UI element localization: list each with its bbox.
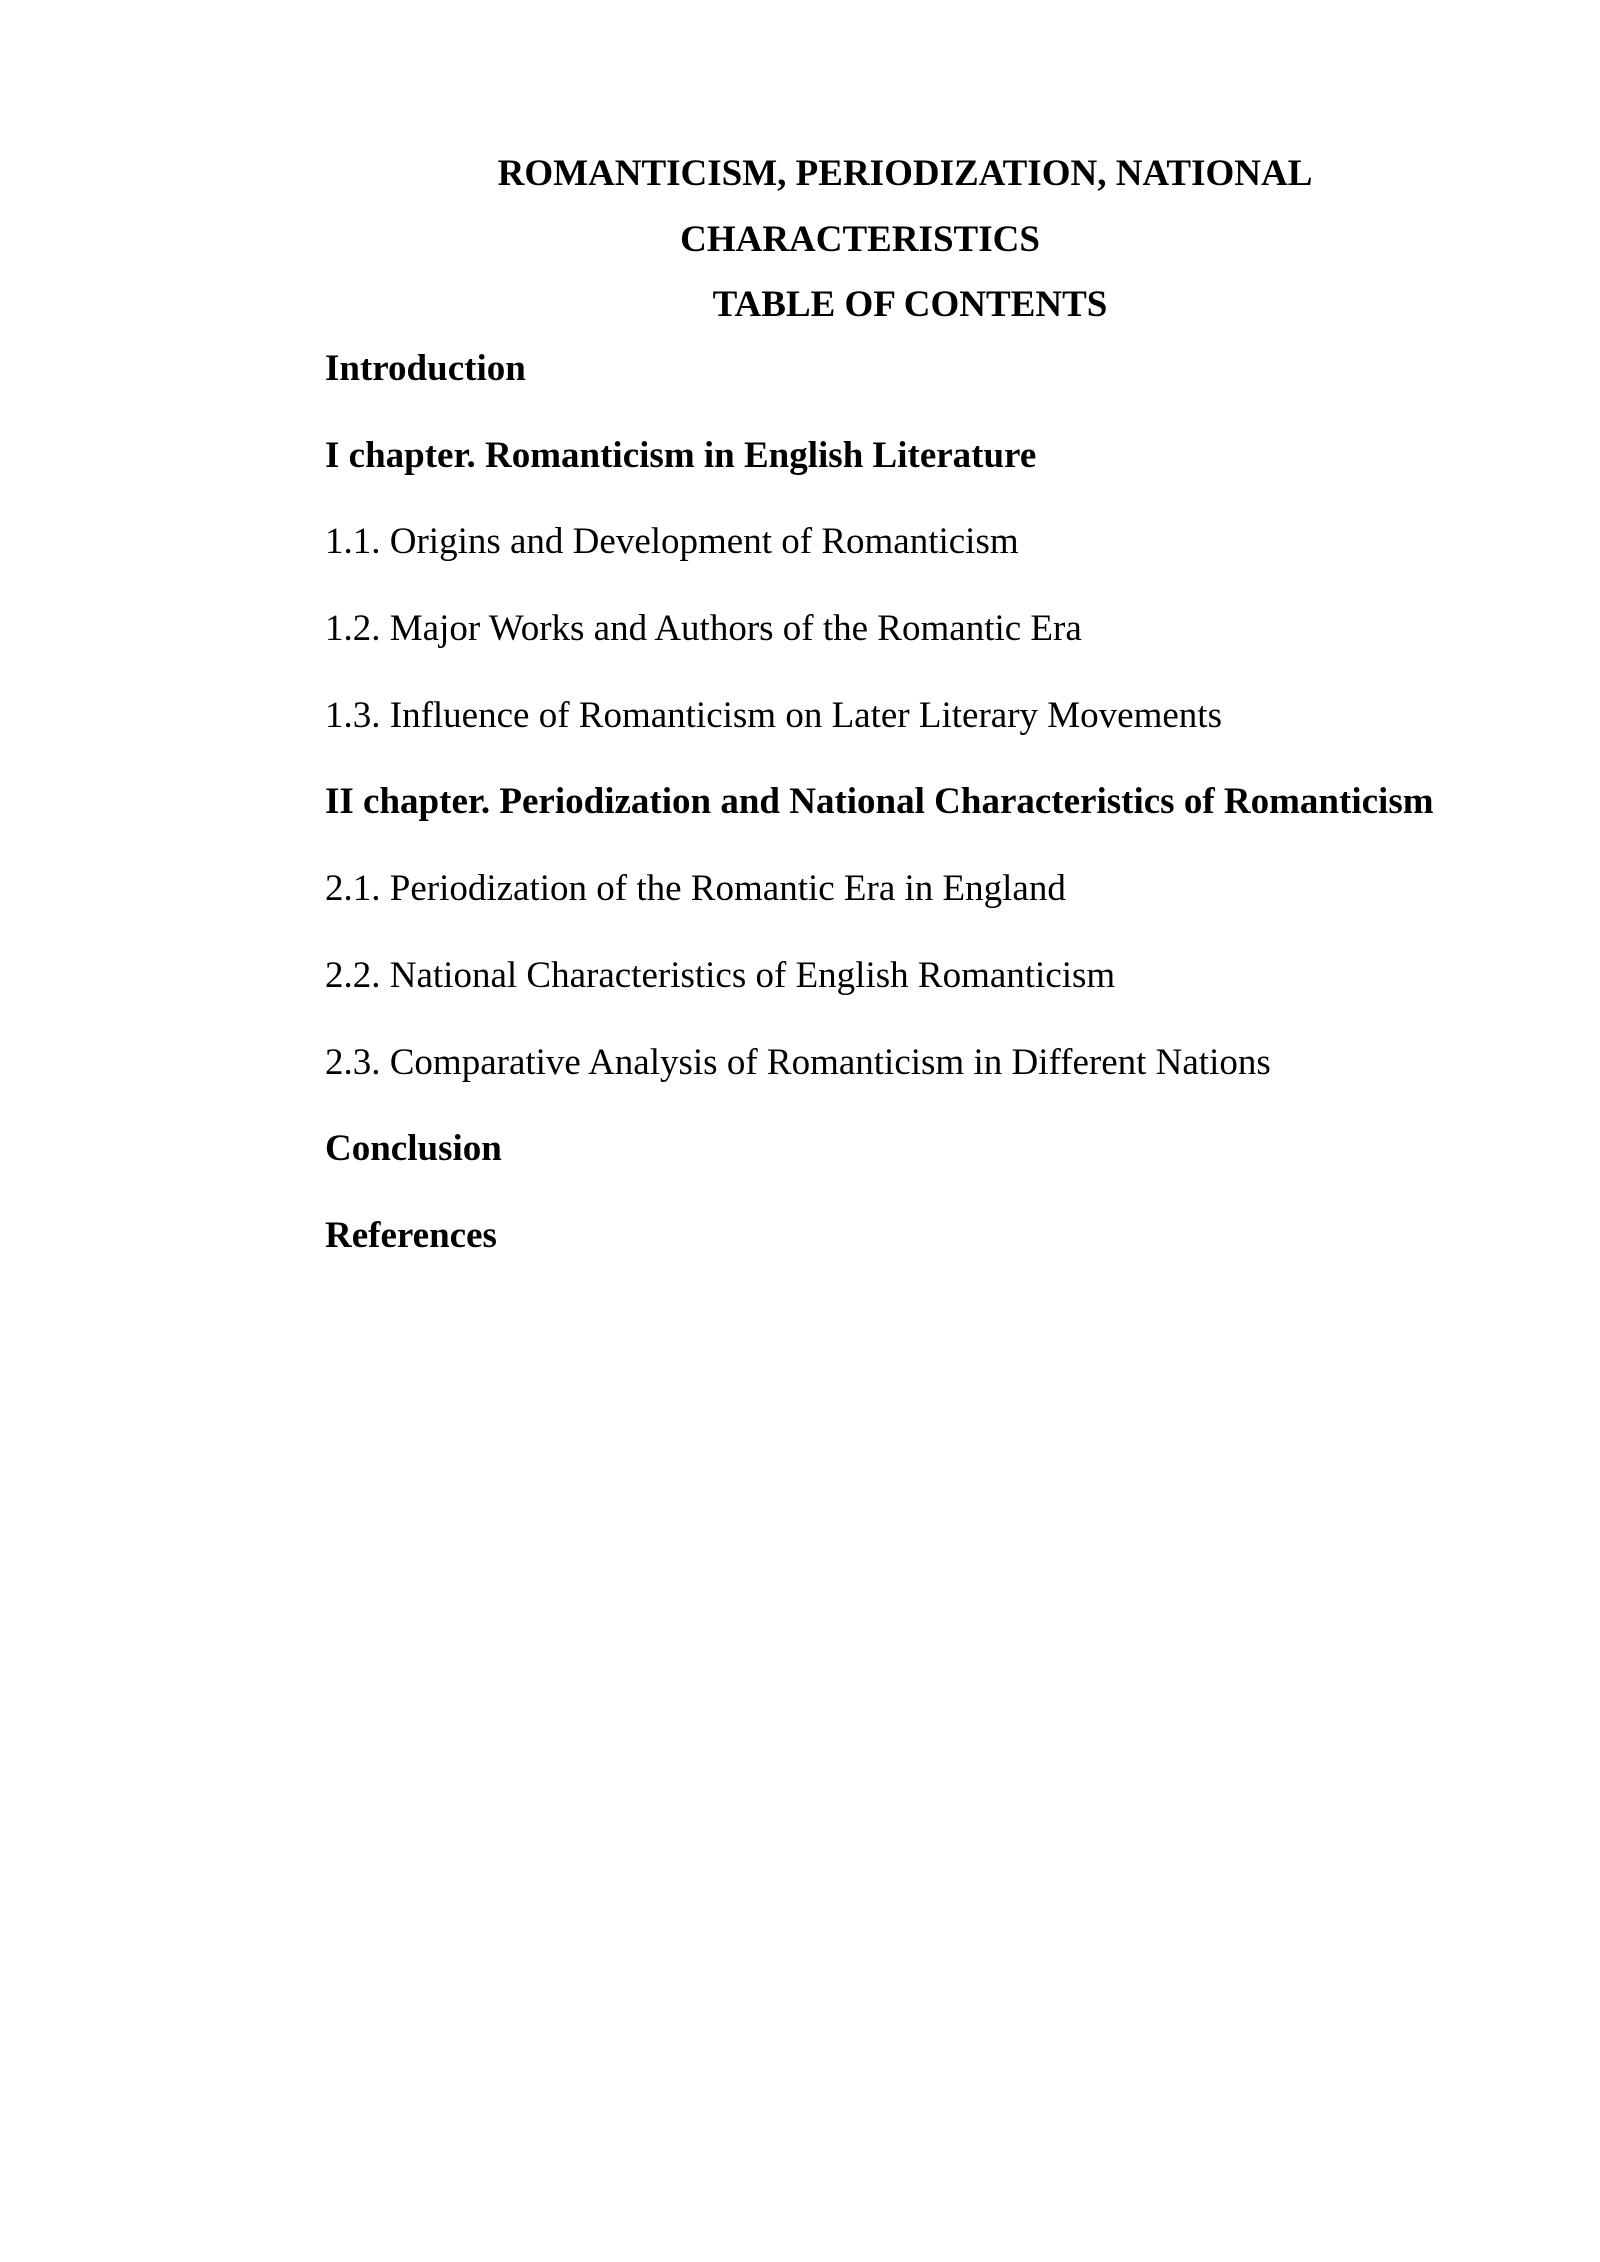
toc-heading: TABLE OF CONTENTS [712, 284, 1108, 325]
toc-entry-1-3: 1.3. Influence of Romanticism on Later Literary Movements [325, 694, 1222, 736]
toc-entry-chapter-2: II chapter. Periodization and National Characteristics of Romanticism [325, 781, 1434, 823]
toc-entry-1-2: 1.2. Major Works and Authors of the Romantic Era [325, 608, 1082, 650]
toc-entry-2-3: 2.3. Comparative Analysis of Romanticism in Different Nations [325, 1041, 1271, 1083]
document-title-line-1: ROMANTICISM, PERIODIZATION, NATIONAL [497, 153, 1313, 194]
toc-entry-conclusion: Conclusion [325, 1128, 502, 1170]
table-of-contents [325, 345, 1555, 1299]
toc-entry-references: References [325, 1214, 497, 1256]
document-title-line-2: CHARACTERISTICS [680, 219, 1040, 260]
toc-entry-chapter-1: I chapter. Romanticism in English Literature [325, 434, 1037, 476]
toc-entry-2-2: 2.2. National Characteristics of English Romanticism [325, 954, 1116, 996]
toc-entry-1-1: 1.1. Origins and Development of Romanticism [325, 521, 1019, 563]
toc-entry-introduction: Introduction [325, 348, 526, 389]
toc-entry-2-1: 2.1. Periodization of the Romantic Era in England [325, 868, 1066, 910]
